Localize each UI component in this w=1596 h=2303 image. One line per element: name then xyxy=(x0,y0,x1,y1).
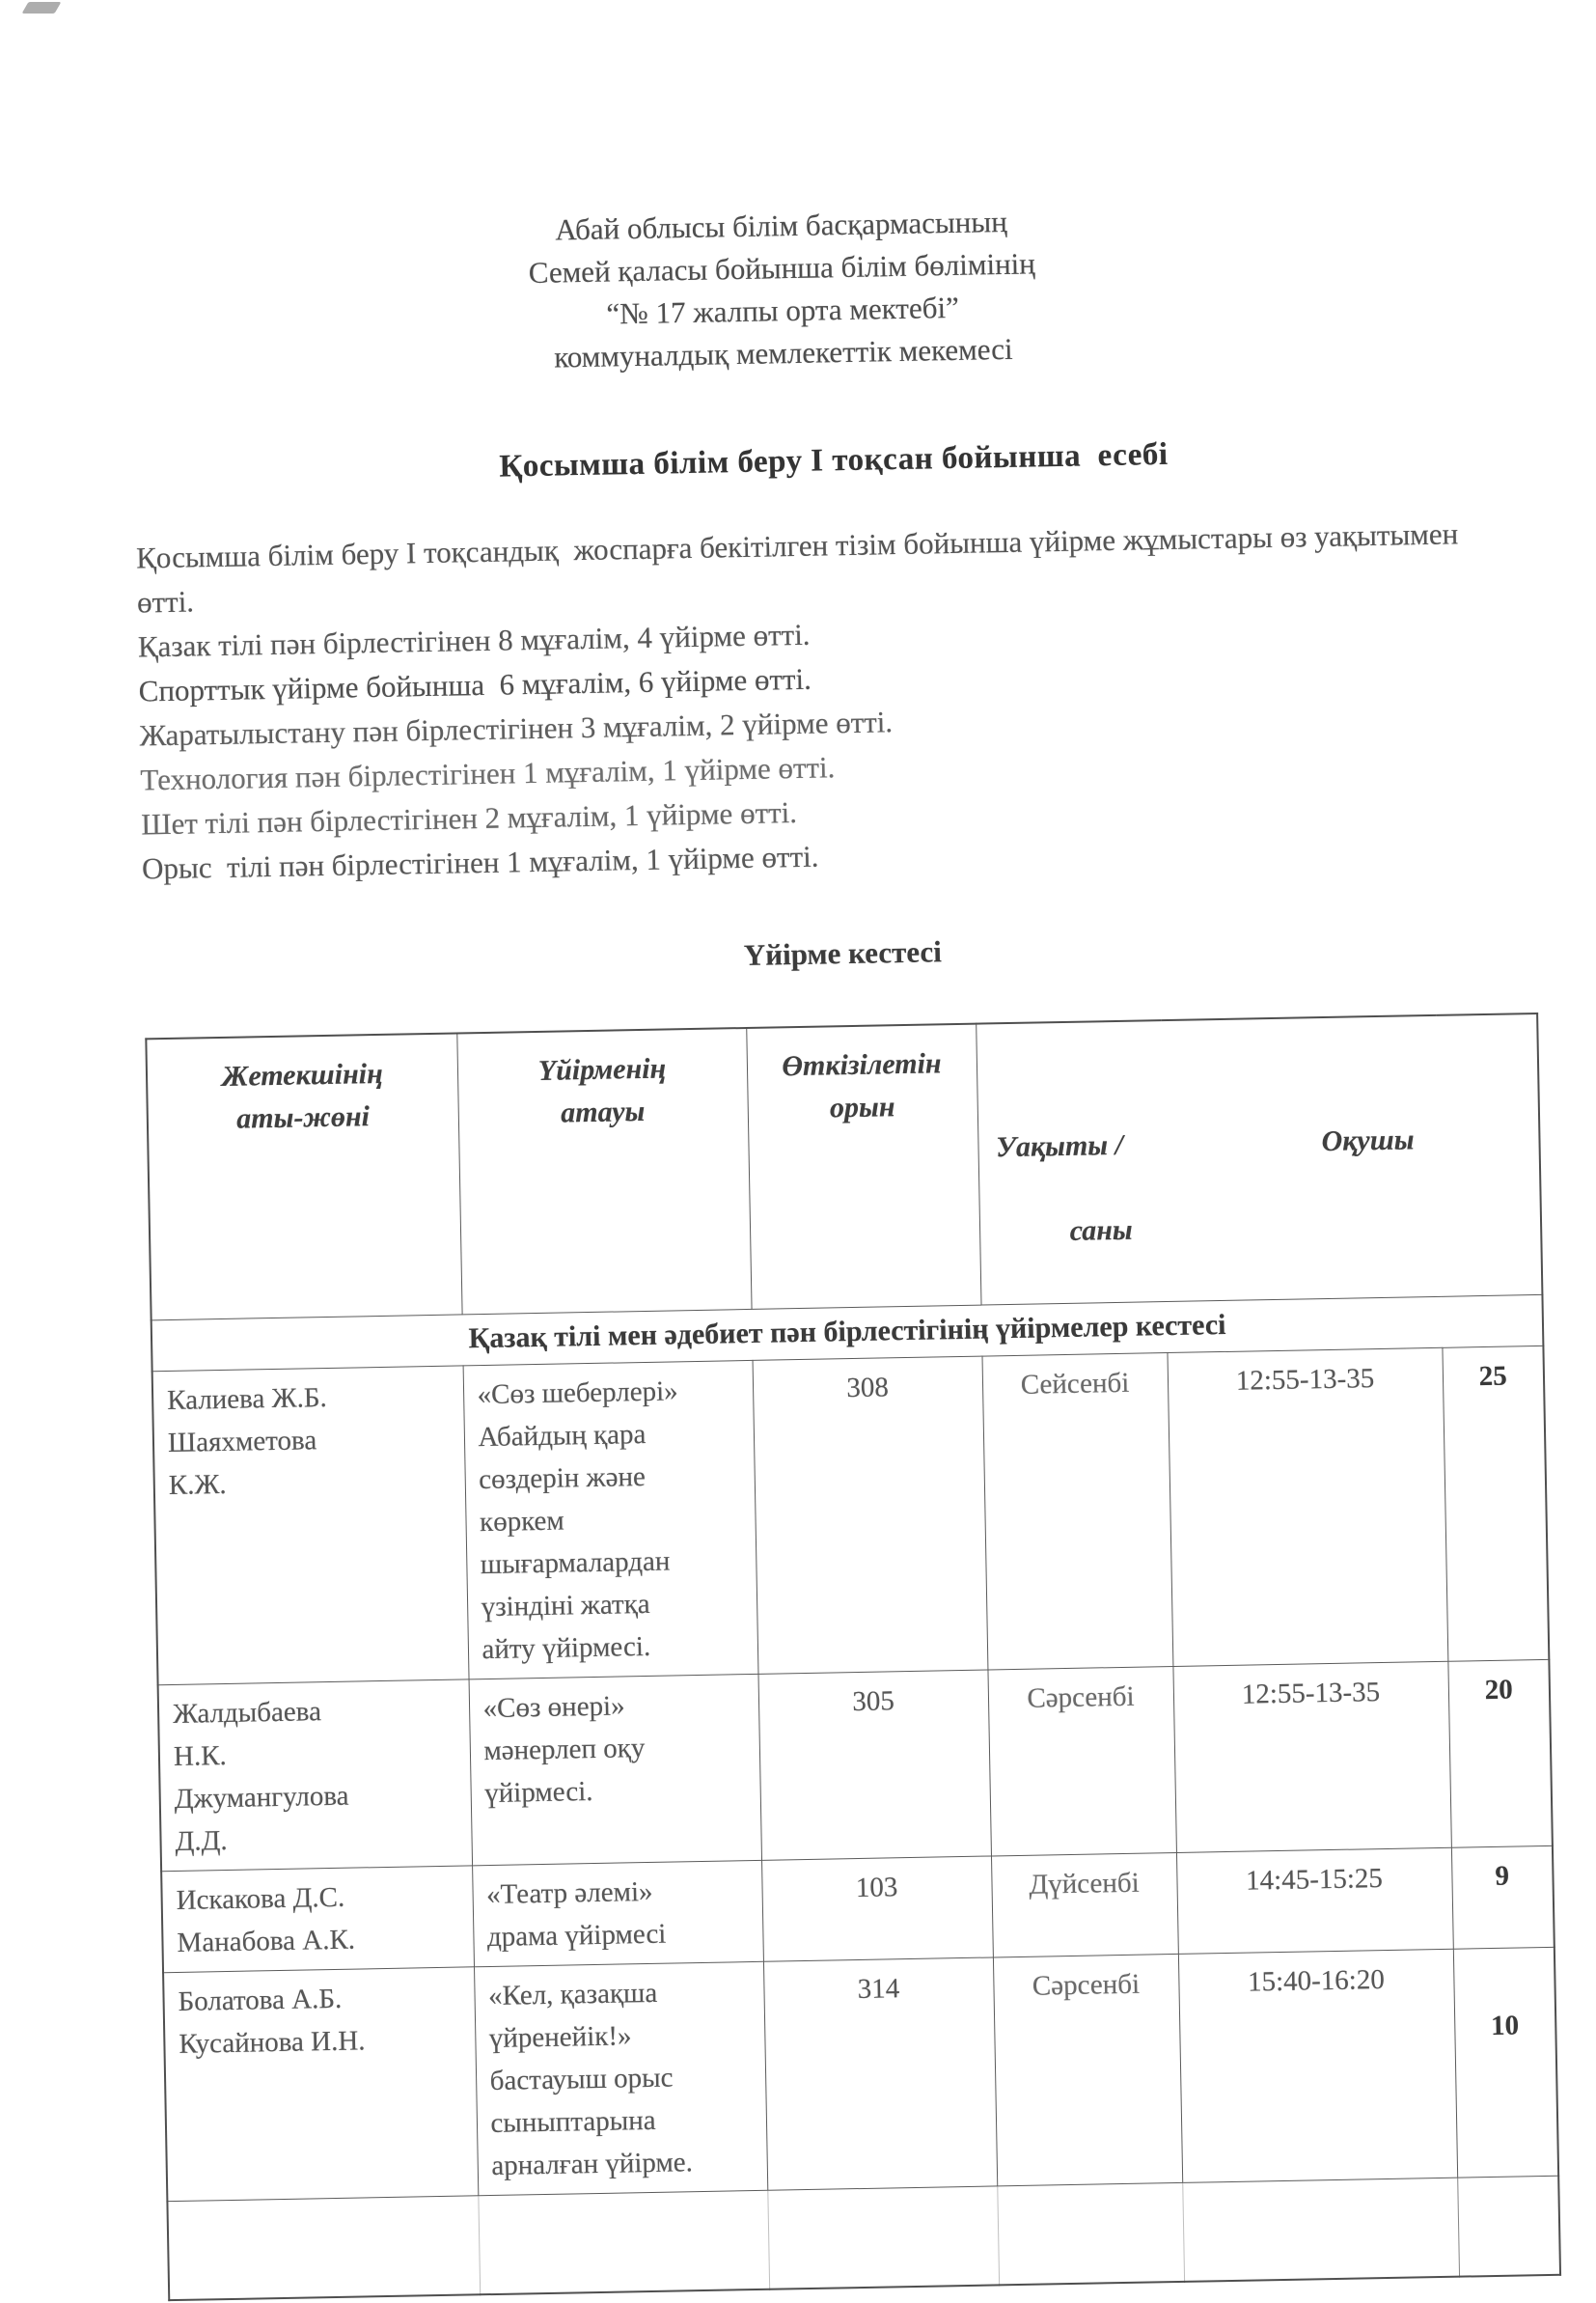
leader-cell: Болатова А.Б. Кусайнова И.Н. xyxy=(163,1967,478,2202)
summary-line: Қосымша білім беру I тоқсандық жоспарға бекітілген тізім бойынша үйірме жұмыстары өз уақытымен өтті. xyxy=(135,516,1467,620)
summary-line: Спорттык үйірме бойынша 6 мұғалім, 6 үйірме өтті. xyxy=(138,661,812,708)
club-cell: «Кел, қазақша үйренейік!» бастауыш орыс сыныптарына арналған үйірме. xyxy=(474,1961,767,2195)
summary-line: Технология пән бірлестігінен 1 мұғалім, 1 үйірме өтті. xyxy=(140,750,836,797)
report-title: Қосымша білім беру I тоқсан бойынша есебі xyxy=(499,436,1169,485)
section-title: Қазақ тілі мен әдебиет пән бірлестігінің үйірмелер кестесі xyxy=(151,1294,1544,1371)
table-row xyxy=(152,1346,1550,1684)
leader-cell: Калиева Ж.Б. Шаяхметова К.Ж. xyxy=(152,1366,469,1685)
time-cell: 12:55-13-35 xyxy=(1167,1347,1447,1666)
room-cell: 103 xyxy=(761,1856,993,1961)
scan-artifact xyxy=(22,2,62,14)
leader-cell: Искакова Д.С. Манабова А.К. xyxy=(161,1866,474,1973)
club-cell: «Театр әлемі» драма үйірмесі xyxy=(472,1860,763,1966)
table-header-row xyxy=(146,1013,1542,1320)
org-header-line: Семей қаласы бойынша білім бөлімінің xyxy=(528,246,1036,290)
leader-cell: Жалдыбаева Н.К. Джумангулова Д.Д. xyxy=(158,1679,472,1872)
empty-cell xyxy=(167,2196,480,2300)
column-header-students-count: саны xyxy=(1069,1213,1133,1247)
summary-line: Қазак тілі пән бірлестігінен 8 мұғалім, 4 үйірме өтті. xyxy=(137,617,811,664)
day-cell: Сәрсенбі xyxy=(987,1666,1176,1855)
time-cell: 12:55-13-35 xyxy=(1172,1661,1450,1852)
summary-line: Жаратылыстану пән бірлестігінен 3 мұғалім, 2 үйірме өтті. xyxy=(139,705,894,753)
time-cell: 15:40-16:20 xyxy=(1178,1949,1457,2182)
room-cell: 305 xyxy=(757,1670,990,1860)
empty-cell xyxy=(997,2182,1184,2285)
room-cell: 314 xyxy=(763,1957,997,2190)
column-header-room: Өткізілетін орын xyxy=(746,1024,980,1310)
day-cell: Дүйсенбі xyxy=(991,1852,1178,1957)
day-cell: Сейсенбі xyxy=(982,1353,1173,1670)
org-header-line: “№ 17 жалпы орта мектебі” xyxy=(606,290,960,331)
club-cell: «Сөз өнері» мәнерлеп оқу үйірмесі. xyxy=(469,1674,761,1865)
table-title: Үйірме кестесі xyxy=(743,934,943,973)
summary-paragraphs xyxy=(136,512,1470,891)
organization-header xyxy=(82,192,1483,388)
time-cell: 14:45-15:25 xyxy=(1176,1847,1453,1954)
summary-line: Орыс тілі пән бірлестігінен 1 мұғалім, 1 үйірме өтті. xyxy=(141,839,819,886)
students-count-cell: 10 xyxy=(1453,1947,1558,2178)
clubs-schedule-table xyxy=(145,1013,1561,2301)
day-cell: Сәрсенбі xyxy=(993,1954,1182,2185)
column-header-club: Үйірменің атауы xyxy=(456,1028,751,1315)
empty-cell xyxy=(767,2186,999,2289)
column-header-leader: Жетекшінің аты-жөні xyxy=(146,1033,461,1319)
empty-cell xyxy=(478,2190,769,2293)
column-header-students: Оқушы xyxy=(1321,1124,1415,1158)
students-count-cell: 20 xyxy=(1447,1659,1553,1847)
students-count-cell: 9 xyxy=(1451,1845,1555,1949)
empty-cell xyxy=(1182,2178,1459,2281)
table-row xyxy=(163,1947,1558,2201)
column-header-time: Уақыты / xyxy=(995,1128,1124,1164)
room-cell: 308 xyxy=(753,1356,988,1674)
summary-line: Шет тілі пән бірлестігінен 2 мұғалім, 1 үйірме өтті. xyxy=(140,794,798,842)
empty-cell xyxy=(1457,2176,1560,2276)
club-cell: «Сөз шеберлері» Абайдың қара сөздерін және көркем шығармалардан үзіндіні жатқа айту үйірмесі. xyxy=(463,1360,758,1679)
org-header-line: коммуналдық мемлекеттік мекемесі xyxy=(553,331,1013,375)
table-row xyxy=(158,1659,1553,1871)
students-count-cell: 25 xyxy=(1442,1346,1549,1661)
org-header-line: Абай облысы білім басқармасының xyxy=(554,204,1008,247)
column-header-time-students xyxy=(976,1013,1542,1305)
